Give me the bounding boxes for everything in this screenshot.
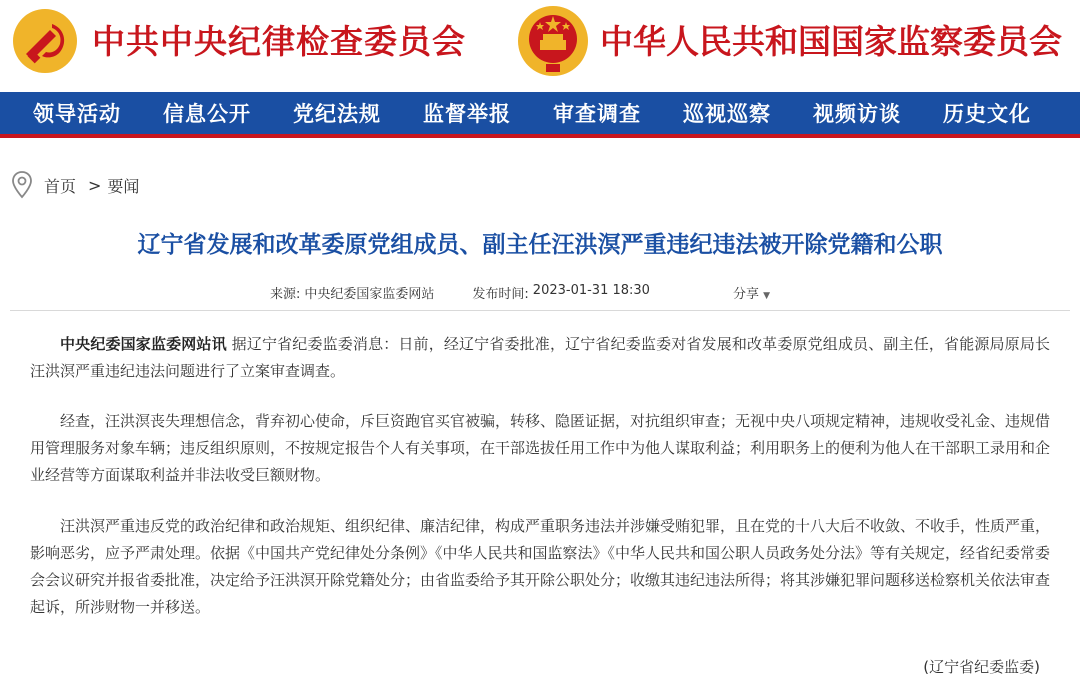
site-header bbox=[0, 0, 1080, 92]
nav-item-video[interactable]: 视频访谈 bbox=[813, 101, 901, 126]
breadcrumb bbox=[10, 170, 139, 200]
article-signature: (辽宁省纪委监委) bbox=[923, 658, 1040, 676]
share-button[interactable] bbox=[733, 283, 770, 302]
share-label: 分享 bbox=[733, 287, 760, 302]
nsc-title[interactable]: 中华人民共和国国家监察委员会 bbox=[600, 22, 1062, 61]
nav-item-history[interactable]: 历史文化 bbox=[943, 101, 1031, 126]
nav-item-inspection[interactable]: 巡视巡察 bbox=[683, 101, 771, 126]
article-meta bbox=[270, 283, 654, 302]
party-emblem-icon[interactable] bbox=[12, 8, 78, 74]
article-paragraph-3: 汪洪溟严重违反党的政治纪律和政治规矩、组织纪律、廉洁纪律，构成严重职务违法并涉嫌受贿犯罪，且在党的十八大后不收敛、不收手，性质严重，影响恶劣，应予严肃处理。依据《中国共产党纪律处分条例》《中华人民共和国监察法》《中华人民共和国公职人员政务处分法》等有关规定，经省纪委常委会会议研究并报省委批准，决定给予汪洪溟开除党籍处分；由省监委给予其开除公职处分；收缴其违纪违法所得；将其涉嫌犯罪问题移送检察机关依法审查起诉，所涉财物一并移送。 bbox=[30, 517, 1051, 616]
nav-item-investigation[interactable]: 审查调查 bbox=[553, 101, 641, 126]
divider bbox=[10, 310, 1070, 311]
article-title: 辽宁省发展和改革委原党组成员、副主任汪洪溟严重违纪违法被开除党籍和公职 bbox=[137, 232, 943, 258]
breadcrumb-separator: > bbox=[88, 175, 102, 195]
location-pin-icon bbox=[10, 170, 34, 200]
cpc-ccdi-title[interactable]: 中共中央纪律检查委员会 bbox=[92, 22, 466, 61]
breadcrumb-home[interactable]: 首页 bbox=[44, 176, 77, 196]
time-label: 发布时间: bbox=[472, 287, 529, 302]
article-paragraph-1 bbox=[30, 331, 1050, 385]
nav-item-report[interactable]: 监督举报 bbox=[423, 101, 511, 126]
nav-item-info-disclosure[interactable]: 信息公开 bbox=[163, 101, 251, 126]
article-lead: 中央纪委国家监委网站讯 bbox=[60, 335, 227, 353]
source-label: 来源: bbox=[270, 287, 301, 302]
chevron-down-icon: ▼ bbox=[763, 291, 771, 301]
nav-item-leadership[interactable]: 领导活动 bbox=[33, 101, 121, 126]
paragraph-1-text: 据辽宁省纪委监委消息：日前，经辽宁省委批准，辽宁省纪委监委对省发展和改革委原党组成员、副主任，省能源局原局长汪洪溟严重违纪违法问题进行了立案审查调查。 bbox=[30, 335, 1050, 380]
time-value: 2023-01-31 18:30 bbox=[532, 283, 650, 298]
breadcrumb-current[interactable]: 要闻 bbox=[107, 176, 140, 196]
main-nav bbox=[0, 92, 1080, 138]
nav-item-regulations[interactable]: 党纪法规 bbox=[293, 101, 381, 126]
source-value: 中央纪委国家监委网站 bbox=[304, 287, 435, 302]
article-paragraph-2: 经查，汪洪溟丧失理想信念，背弃初心使命，斥巨资跑官买官被骗，转移、隐匿证据，对抗组织审查；无视中央八项规定精神，违规收受礼金、违规借用管理服务对象车辆；违反组织原则，不按规定报告个人有关事项，在干部选拔任用工作中为他人谋取利益；利用职务上的便利为他人在干部职工录用和企业经营等方面谋取利益并非法收受巨额财物。 bbox=[30, 412, 1051, 484]
national-emblem-icon[interactable] bbox=[516, 4, 590, 78]
